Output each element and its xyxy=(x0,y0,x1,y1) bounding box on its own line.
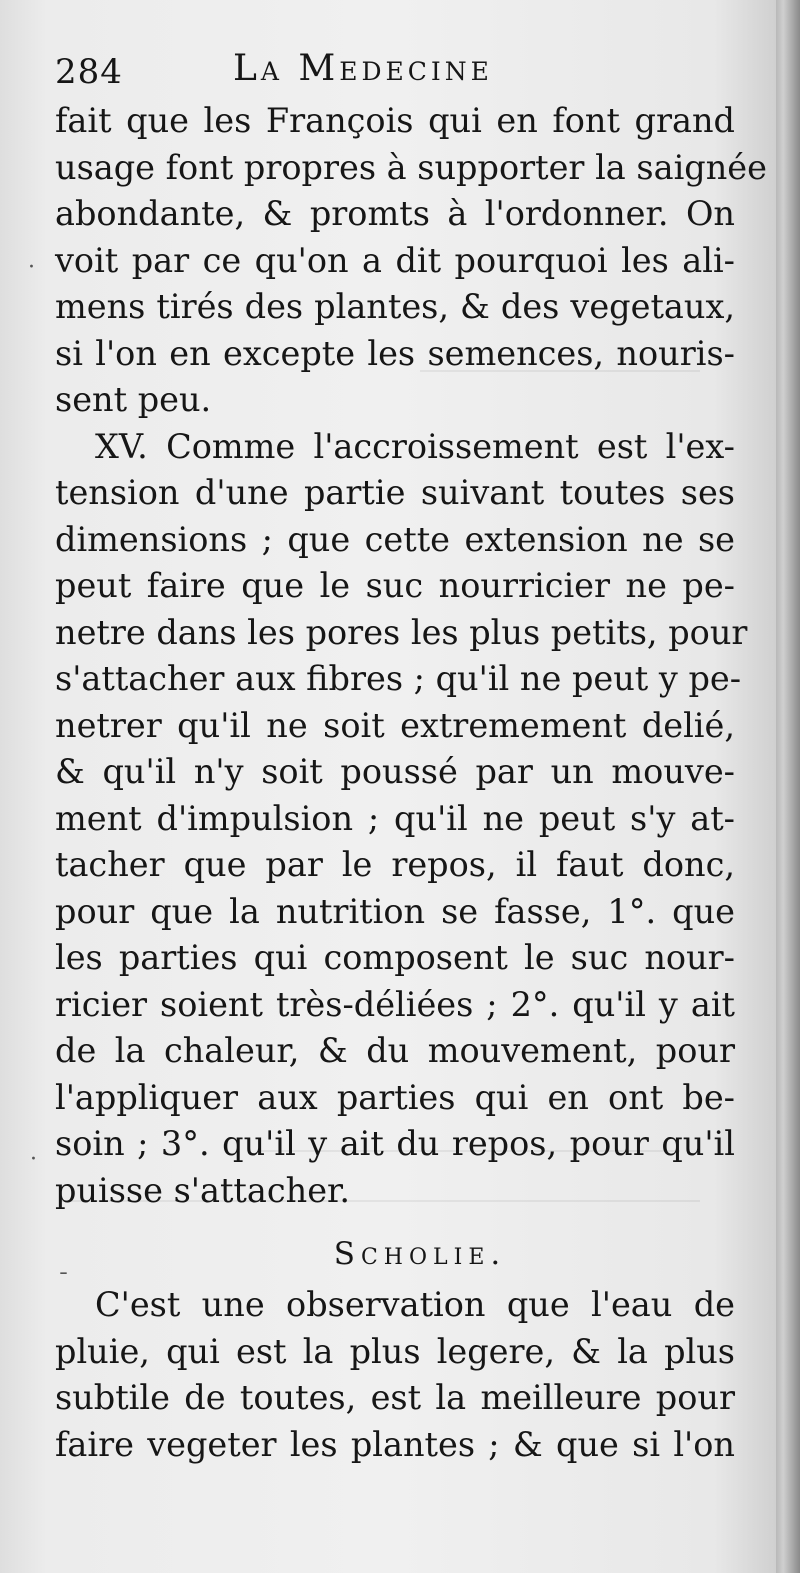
text-line: les parties qui composent le suc nour- xyxy=(55,938,735,977)
ink-speck: · xyxy=(30,1147,37,1172)
text-line: tacher que par le repos, il faut donc, xyxy=(55,845,735,884)
page-header xyxy=(55,48,695,98)
text-line: tension d'une partie suivant toutes ses xyxy=(55,473,735,512)
text-line: puisse s'attacher. xyxy=(55,1170,351,1210)
paragraph-start-line: XV. Comme l'accroissement est l'ex- xyxy=(95,426,735,466)
text-line: voit par ce qu'on a dit pourquoi les ali- xyxy=(55,240,735,280)
text-line: dimensions ; que cette extension ne se xyxy=(55,519,735,559)
text-line: ricier soient très-déliées ; 2°. qu'il y ait xyxy=(55,984,735,1024)
body-text xyxy=(55,98,767,1468)
text-line: fait que les François qui en font grand xyxy=(55,101,735,140)
paragraph-start-line: C'est une observation que l'eau de xyxy=(95,1285,735,1324)
text-line: mens tirés des plantes, & des vegetaux, xyxy=(55,287,735,326)
text-line: & qu'il n'y soit poussé par un mouve- xyxy=(55,752,735,791)
text-line: pluie, qui est la plus legere, & la plus xyxy=(55,1331,735,1371)
book-gutter xyxy=(776,0,800,1573)
text-line: s'attacher aux fibres ; qu'il ne peut y pe- xyxy=(55,659,742,698)
text-line: pour que la nutrition se fasse, 1°. que xyxy=(55,891,735,931)
page-number: 284 xyxy=(55,52,123,92)
text-line: sent peu. xyxy=(55,380,212,419)
text-line: si l'on en excepte les semences, nouris- xyxy=(55,333,735,373)
text-line: abondante, & promts à l'ordonner. On xyxy=(55,194,735,233)
text-line: usage font propres à supporter la saignée xyxy=(55,147,767,187)
section-heading: Scholie. xyxy=(333,1236,507,1272)
text-line: netrer qu'il ne soit extremement delié, xyxy=(55,705,735,745)
running-head: La Medecine xyxy=(233,48,493,89)
text-line: peut faire que le suc nourricier ne pe- xyxy=(55,566,735,605)
text-line: soin ; 3°. qu'il y ait du repos, pour qu'il xyxy=(55,1124,735,1163)
text-line: faire vegeter les plantes ; & que si l'on xyxy=(55,1424,735,1464)
text-line: l'appliquer aux parties qui en ont be- xyxy=(55,1077,735,1117)
text-line: de la chaleur, & du mouvement, pour xyxy=(55,1031,735,1070)
text-line: ment d'impulsion ; qu'il ne peut s'y at- xyxy=(55,798,735,838)
ink-speck: ˉ xyxy=(58,1270,69,1295)
text-line: subtile de toutes, est la meilleure pour xyxy=(55,1378,735,1417)
text-line: netre dans les pores les plus petits, pour xyxy=(55,612,748,652)
ink-speck: · xyxy=(28,255,35,280)
